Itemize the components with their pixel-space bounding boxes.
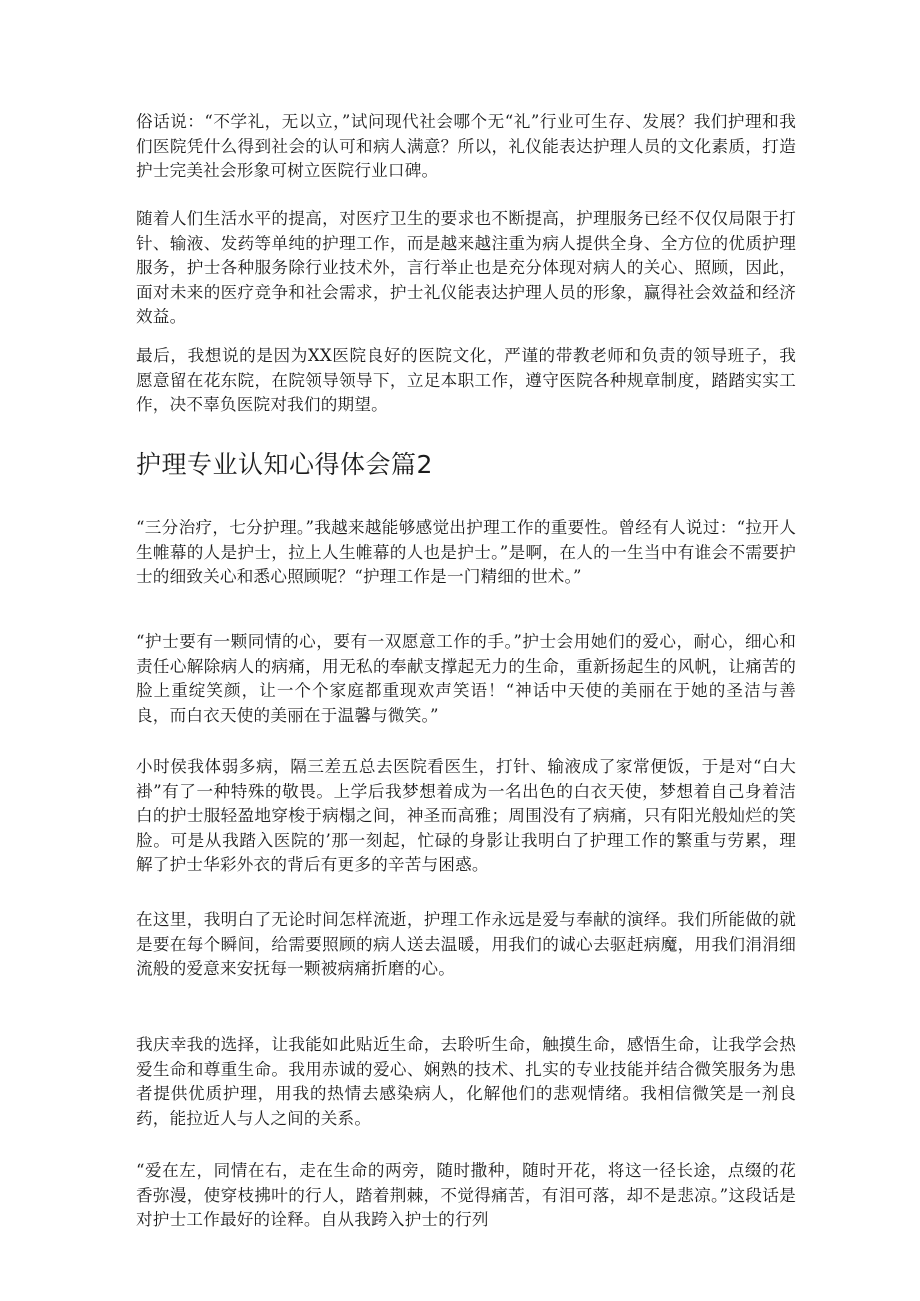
- paragraph-compassion: “护士要有一颗同情的心，要有一双愿意工作的手。”护士会用她们的爱心，耐心，细心和责任心解除病人的病痛，用无私的奉献支撑起无力的生命，重新扬起生的风帆，让痛苦的脸上重绽笑颜，让一个个家庭都重现欢声笑语！“神话中天使的美丽在于她的圣洁与善良，而白衣天使的美丽在于温馨与微笑。”: [136, 632, 796, 725]
- paragraph-living-standards: 随着人们生活水平的提高，对医疗卫生的要求也不断提高，护理服务已经不仅仅局限于打针、输液、发药等单纯的护理工作，而是越来越注重为病人提供全身、全方位的优质护理服务，护士各种服务除行业技术外，言行举止也是充分体现对病人的关心、照顾，因此，面对未来的医疗竞争和社会需求，护士礼仪能表达护理人员的形象，赢得社会效益和经济效益。: [136, 209, 796, 326]
- paragraph-three-parts-treatment: “三分治疗，七分护理。”我越来越能够感觉出护理工作的重要性。曾经有人说过：“拉开人生帷幕的人是护士，拉上人生帷幕的人也是护士。”是啊，在人的一生当中有谁会不需要护士的细致关心和悉心照顾呢？“护理工作是一门精细的世术。”: [136, 518, 796, 586]
- paragraph-conclusion: 最后，我想说的是因为XX医院良好的医院文化，严谨的带教老师和负责的领导班子，我愿意留在花东院，在院领导领导下，立足本职工作，遵守医院各种规章制度，踏踏实实工作，决不辜负医院对我们的期望。: [136, 346, 796, 414]
- paragraph-childhood: 小时侯我体弱多病，隔三差五总去医院看医生，打针、输液成了家常便饭，于是对“白大褂”有了一种特殊的敬畏。上学后我梦想着成为一名出色的白衣天使，梦想着自己身着洁白的护士服轻盈地穿梭于病榻之间，神圣而高雅；周围没有了病痛，只有阳光般灿烂的笑脸。可是从我踏入医院的’那一刻起，忙碌的身影让我明白了护理工作的繁重与劳累，理解了护士华彩外衣的背后有更多的辛苦与困惑。: [136, 757, 796, 874]
- paragraph-love-and-dedication: 在这里，我明白了无论时间怎样流逝，护理工作永远是爱与奉献的演绎。我们所能做的就是要在每个瞬间，给需要照顾的病人送去温暖，用我们的诚心去驱赶病魔，用我们涓涓细流般的爱意来安抚每一颗被病痛折磨的心。: [136, 910, 796, 978]
- paragraph-etiquette: 俗话说：“不学礼，无以立，”试问现代社会哪个无“礼”行业可生存、发展？我们护理和我们医院凭什么得到社会的认可和病人满意？所以，礼仪能表达护理人员的文化素质，打造护士完美社会形象可树立医院行业口碑。: [136, 112, 796, 180]
- paragraph-grateful-choice: 我庆幸我的选择，让我能如此贴近生命，去聆听生命，触摸生命，感悟生命，让我学会热爱生命和尊重生命。我用赤诚的爱心、娴熟的技术、扎实的专业技能并结合微笑服务为患者提供优质护理，用我的热情去感染病人，化解他们的悲观情绪。我相信微笑是一剂良药，能拉近人与人之间的关系。: [136, 1035, 796, 1128]
- paragraph-love-on-left: “爱在左，同情在右，走在生命的两旁，随时撒种，随时开花，将这一径长途，点缀的花香弥漫，使穿枝拂叶的行人，踏着荆棘，不觉得痛苦，有泪可落，却不是悲凉。”这段话是对护士工作最好的诠释。自从我跨入护士的行列: [136, 1161, 796, 1229]
- section-heading: 护理专业认知心得体会篇2: [136, 450, 433, 479]
